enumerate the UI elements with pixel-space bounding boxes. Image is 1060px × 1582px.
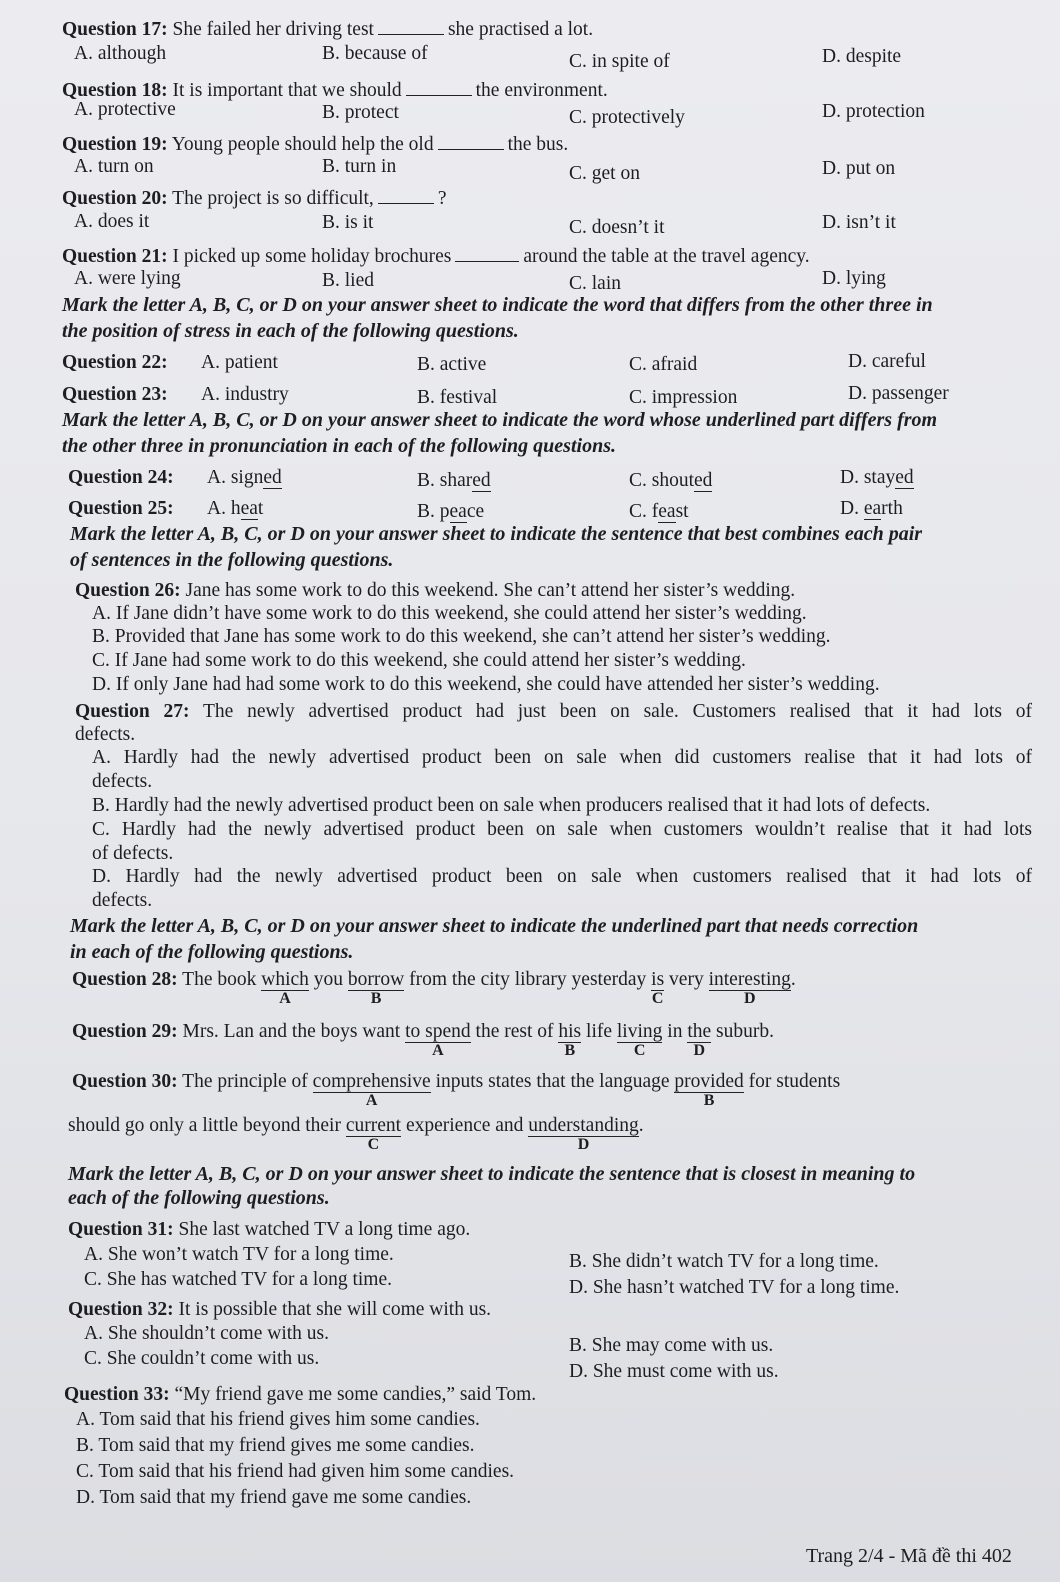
option-c: C. afraid: [629, 354, 698, 375]
option-a: A. Hardly had the newly advertised product been on sale when did customers realise that it had lots of: [92, 747, 1032, 768]
option-b: B. lied: [322, 270, 374, 291]
option-d: D. Hardly had the newly advertised product been on sale when customers realised that it had lots of: [92, 866, 1032, 887]
stem-text: She failed her driving test: [172, 19, 374, 40]
stem-text: the bus.: [507, 134, 569, 155]
question-label: Question 20:: [62, 188, 168, 209]
question-label: Question 32:: [68, 1299, 174, 1320]
question-label: Question 31:: [68, 1219, 174, 1240]
option-c: C. in spite of: [569, 51, 670, 72]
stem-text: Mrs. Lan and the boys want: [182, 1021, 406, 1042]
question-label: Question 29:: [72, 1021, 178, 1042]
option-b: B. protect: [322, 102, 399, 123]
stem-text: the environment.: [475, 80, 608, 101]
instruction-combine-line-2: of sentences in the following questions.: [70, 549, 394, 571]
underlined-text: comprehensive: [312, 1071, 431, 1092]
underlined-part: ea: [240, 498, 258, 519]
part-marker: D: [693, 1042, 706, 1059]
question-label: Question 26:: [75, 580, 181, 601]
underlined-text: is: [651, 969, 665, 990]
part-marker: B: [703, 1092, 715, 1109]
option-d: D. despite: [822, 46, 902, 67]
stem-text: I picked up some holiday brochures: [172, 246, 452, 267]
option-c: C. If Jane had some work to do this weekend, she could attend her sister’s wedding.: [92, 650, 746, 671]
stem-text: .: [790, 969, 796, 990]
underlined-part-b: [674, 1070, 744, 1109]
question-label: Question 19:: [62, 134, 168, 155]
part-marker: B: [564, 1042, 576, 1059]
option-c: C. get on: [569, 163, 640, 184]
part-marker: D: [577, 1136, 590, 1153]
option-a: A. If Jane didn’t have some work to do this weekend, she could attend her sister’s wedding.: [92, 603, 807, 624]
instruction-stress-line-2: the position of stress in each of the following questions.: [62, 320, 519, 342]
question-label: Question 18:: [62, 80, 168, 101]
stem-text: ?: [437, 188, 447, 209]
question-label: Question 27:: [75, 701, 190, 722]
stem-text: from the city library yesterday: [404, 969, 652, 990]
stem-text: suburb.: [711, 1021, 774, 1042]
stem-text: The project is so difficult,: [172, 188, 374, 209]
option-text: C. f: [629, 501, 659, 522]
option-c: [629, 500, 689, 523]
underlined-part: ed: [895, 467, 914, 488]
page-footer: Trang 2/4 - Mã đề thi 402: [806, 1545, 1012, 1567]
question-label: Question 24:: [68, 467, 174, 488]
option-text: D. stay: [840, 467, 896, 488]
underlined-part-a: [405, 1020, 471, 1059]
option-c: C. impression: [629, 387, 738, 408]
underlined-text: understanding: [528, 1115, 639, 1136]
stem-text: The book: [182, 969, 262, 990]
question-27-stem: [75, 700, 1032, 723]
underlined-part: ed: [694, 470, 713, 491]
option-text: ce: [466, 501, 485, 522]
option-a-cont: defects.: [92, 771, 153, 792]
option-c-cont: of defects.: [92, 843, 174, 864]
stem-text: she practised a lot.: [447, 19, 594, 40]
option-d: D. careful: [848, 351, 926, 372]
instruction-stress-line-1: Mark the letter A, B, C, or D on your answer sheet to indicate the word that differs from the other three in: [62, 294, 933, 316]
option-d: [840, 466, 914, 489]
question-30-cont: [68, 1114, 644, 1153]
instruction-error-line-1: Mark the letter A, B, C, or D on your answer sheet to indicate the underlined part that needs correction: [70, 915, 919, 937]
option-c: C. doesn’t it: [569, 217, 665, 238]
question-label: Question 25:: [68, 498, 174, 519]
underlined-text: living: [616, 1021, 663, 1042]
question-label: Question 33:: [64, 1384, 170, 1405]
question-27-stem-cont: defects.: [75, 724, 136, 745]
question-31-stem: [68, 1218, 470, 1241]
option-c: [629, 469, 712, 492]
stem-text: experience and: [401, 1115, 529, 1136]
option-b: B. Hardly had the newly advertised product been on sale when producers realised that it had lots of defects.: [92, 795, 931, 816]
stem-text: life: [581, 1021, 617, 1042]
option-a: A. industry: [201, 384, 289, 405]
option-text: st: [675, 501, 689, 522]
option-text: A. sign: [207, 467, 264, 488]
stem-text: The principle of: [182, 1071, 313, 1092]
stem-text: should go only a little beyond their: [68, 1115, 346, 1136]
question-label: Question 30:: [72, 1071, 178, 1092]
option-a: A. patient: [201, 352, 278, 373]
option-a: A. were lying: [74, 268, 181, 289]
option-text: C. shout: [629, 470, 695, 491]
stem-text: you: [308, 969, 348, 990]
option-d: D. If only Jane had had some work to do this weekend, she could have attended her sister’s wedding.: [92, 674, 880, 695]
option-c: C. She has watched TV for a long time.: [84, 1269, 392, 1290]
stem-text: around the table at the travel agency.: [523, 246, 810, 267]
instruction-meaning-line-2: each of the following questions.: [68, 1187, 330, 1209]
stem-text: The newly advertised product had just been on sale. Customers realised that it had lots of: [202, 701, 1032, 722]
option-b: B. Provided that Jane has some work to do this weekend, she can’t attend her sister’s wedding.: [92, 626, 831, 647]
part-marker: C: [367, 1136, 380, 1153]
underlined-text: current: [345, 1115, 402, 1136]
option-text: A. h: [207, 498, 241, 519]
option-a: A. although: [74, 43, 167, 64]
option-c: C. She couldn’t come with us.: [84, 1348, 320, 1369]
option-a: A. She shouldn’t come with us.: [84, 1323, 330, 1344]
option-c: C. protectively: [569, 107, 685, 128]
option-text: D.: [840, 498, 864, 519]
question-17-stem: [62, 18, 593, 41]
option-a: A. Tom said that his friend gives him some candies.: [76, 1409, 480, 1430]
part-marker: B: [370, 990, 382, 1007]
answer-blank: [455, 260, 519, 262]
option-d: [840, 497, 903, 520]
option-b: B. festival: [417, 387, 498, 408]
part-marker: C: [651, 990, 664, 1007]
question-19-stem: [62, 133, 568, 156]
option-d: D. passenger: [848, 383, 949, 404]
question-32-stem: [68, 1298, 491, 1321]
question-label: Question 23:: [62, 384, 168, 405]
question-29: [72, 1020, 774, 1059]
stem-text: It is possible that she will come with us.: [178, 1299, 492, 1320]
instruction-combine-line-1: Mark the letter A, B, C, or D on your answer sheet to indicate the sentence that best combines each pair: [70, 523, 923, 545]
option-d: D. lying: [822, 268, 886, 289]
underlined-part-b: [558, 1020, 582, 1059]
underlined-part-c: [616, 1020, 663, 1059]
underlined-text: to spend: [405, 1021, 471, 1042]
part-marker: A: [432, 1042, 444, 1059]
option-text: rth: [881, 498, 903, 519]
option-b: B. She didn’t watch TV for a long time.: [569, 1251, 879, 1272]
underlined-part-d: [708, 968, 791, 1007]
question-26-stem: [75, 579, 795, 602]
question-label: Question 17:: [62, 19, 168, 40]
answer-blank: [378, 33, 444, 35]
stem-text: in: [662, 1021, 688, 1042]
part-marker: D: [743, 990, 756, 1007]
underlined-text: the: [687, 1021, 712, 1042]
underlined-part: ed: [263, 467, 282, 488]
stem-text: She last watched TV a long time ago.: [178, 1219, 471, 1240]
option-text: B. shar: [417, 470, 473, 491]
underlined-part-d: [687, 1020, 712, 1059]
option-b: B. is it: [322, 212, 374, 233]
option-a: A. protective: [74, 99, 176, 120]
stem-text: .: [638, 1115, 644, 1136]
instruction-error-line-2: in each of the following questions.: [70, 941, 354, 963]
option-d-cont: defects.: [92, 890, 153, 911]
part-marker: A: [365, 1092, 378, 1109]
underlined-part-c: [651, 968, 665, 1007]
option-a: A. does it: [74, 211, 150, 232]
stem-text: the rest of: [470, 1021, 559, 1042]
instruction-pronunciation-line-1: Mark the letter A, B, C, or D on your answer sheet to indicate the word whose underlined part differs from: [62, 409, 938, 431]
underlined-text: borrow: [347, 969, 405, 990]
option-d: D. protection: [822, 101, 925, 122]
part-marker: A: [279, 990, 291, 1007]
stem-text: inputs states that the language: [430, 1071, 675, 1092]
option-b: [417, 500, 484, 523]
option-c: C. Tom said that his friend had given him some candies.: [76, 1461, 515, 1482]
underlined-part-b: [347, 968, 405, 1007]
option-d: D. She hasn’t watched TV for a long time.: [569, 1277, 900, 1298]
underlined-part-d: [528, 1114, 639, 1153]
option-text: B. p: [417, 501, 450, 522]
option-d: D. Tom said that my friend gave me some candies.: [76, 1487, 472, 1508]
answer-blank: [438, 148, 504, 150]
question-label: Question 21:: [62, 246, 168, 267]
underlined-part: ea: [449, 501, 467, 522]
option-b: [417, 469, 491, 492]
question-30: [72, 1070, 841, 1109]
stem-text: for students: [743, 1071, 841, 1092]
underlined-part-c: [345, 1114, 402, 1153]
stem-text: It is important that we should: [172, 80, 402, 101]
option-c: C. Hardly had the newly advertised product been on sale when customers wouldn’t realise that it had lots: [92, 819, 1032, 840]
answer-blank: [406, 94, 472, 96]
part-marker: C: [633, 1042, 646, 1059]
underlined-part-a: [261, 968, 309, 1007]
question-28: [72, 968, 796, 1007]
instruction-meaning-line-1: Mark the letter A, B, C, or D on your answer sheet to indicate the sentence that is closest in meaning to: [68, 1163, 916, 1185]
underlined-text: provided: [674, 1071, 744, 1092]
underlined-text: interesting: [708, 969, 791, 990]
answer-blank: [378, 202, 434, 204]
question-20-stem: [62, 187, 446, 210]
option-b: B. because of: [322, 43, 428, 64]
option-text: t: [257, 498, 264, 519]
option-b: B. She may come with us.: [569, 1335, 774, 1356]
underlined-part: ea: [658, 501, 676, 522]
stem-text: “My friend gave me some candies,” said Tom.: [174, 1384, 537, 1405]
underlined-text: his: [558, 1021, 582, 1042]
option-b: B. active: [417, 354, 487, 375]
stem-text: Jane has some work to do this weekend. She can’t attend her sister’s wedding.: [185, 580, 796, 601]
option-a: A. She won’t watch TV for a long time.: [84, 1244, 394, 1265]
option-d: D. She must come with us.: [569, 1361, 779, 1382]
question-33-stem: [64, 1383, 536, 1406]
question-label: Question 22:: [62, 352, 168, 373]
underlined-part-a: [312, 1070, 431, 1109]
option-b: B. turn in: [322, 156, 397, 177]
underlined-part: ea: [863, 498, 882, 519]
question-21-stem: [62, 245, 810, 268]
stem-text: very: [664, 969, 709, 990]
option-a: [207, 466, 282, 489]
option-c: C. lain: [569, 273, 621, 294]
option-a: [207, 497, 263, 520]
option-d: D. isn’t it: [822, 212, 896, 233]
stem-text: Young people should help the old: [171, 134, 434, 155]
option-a: A. turn on: [74, 156, 154, 177]
option-d: D. put on: [822, 158, 896, 179]
instruction-pronunciation-line-2: the other three in pronunciation in each of the following questions.: [62, 435, 616, 457]
question-label: Question 28:: [72, 969, 178, 990]
underlined-part: ed: [472, 470, 491, 491]
option-b: B. Tom said that my friend gives me some candies.: [76, 1435, 475, 1456]
underlined-text: which: [261, 969, 309, 990]
